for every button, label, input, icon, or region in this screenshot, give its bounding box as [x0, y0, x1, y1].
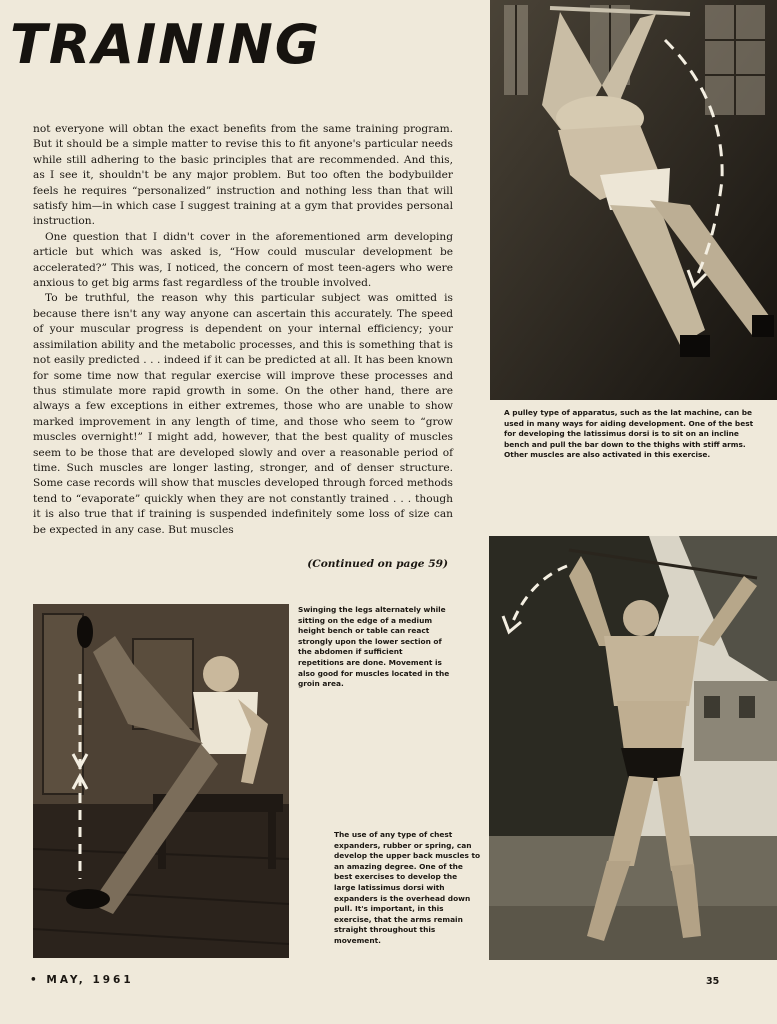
continued-note: (Continued on page 59) [307, 558, 448, 570]
chest-expander-photo [489, 536, 777, 960]
lat-machine-illustration [490, 0, 777, 400]
leg-swing-caption: Swinging the legs alternately while sitting on the edge of a medium height bench or table can react strongly upon the lower section of the abdomen if sufficient repetitions are done. Movement is also good for muscles located in the groin area. [298, 605, 450, 689]
article-paragraph: One question that I didn't cover in the aforementioned arm developing article but which was asked is, “How could muscular development be accelerated?” This was, I noticed, the concern of most teen-agers who were anxious to get big arms fast regardless of the trouble involved. [33, 230, 453, 290]
lat-machine-caption: A pulley type of apparatus, such as the lat machine, can be used in many ways for aiding development. One of the best for developing the latissimus dorsi is to sit on an incline bench and pull the bar down to the thighs with stiff arms. Other muscles are also activated in this exercise. [504, 408, 754, 460]
article-paragraph: To be truthful, the reason why this particular subject was omitted is because there isn't any way anyone can ascertain this accurately. The speed of your muscular progress is dependent on your internal efficiency; your assimilation ability and the metabolic processes, and this is something that is not easily predicted . . . indeed if it can be predicted at all. It has been known for some time now that regular exercise will improve these processes and thus stimulate more rapid growth in some. On the other hand, there are always a few exceptions in either extremes, those who are unable to show marked improvement in any length of time, and those who seem to “grow muscles overnight!” I might add, however, that the best quality of muscles seem to be those that are developed slowly and over a reasonable period of time. Such muscles are longer lasting, stronger, and of denser structure. Some case records will show that muscles developed through forced methods tend to “evaporate” quickly when they are not constantly trained . . . though it is also true that if training is suspended indefinitely some loss of size can be expected in any case. But muscles [33, 292, 453, 536]
chest-expander-caption: The use of any type of chest expanders, rubber or spring, can develop the upper back muscles to an amazing degree. One of the best exercises to develop the large latissimus dorsi with expanders is the overhead down pull. It's important, in this exercise, that the arms remain straight throughout this movement. [334, 830, 481, 945]
article-paragraph: not everyone will obtan the exact benefits from the same training program. But it should be a simple matter to revise this to fit anyone's particular needs while still adhering to the basic principles that are recommended. And this, as I see it, shouldn't be any major problem. But too often the bodybuilder feels he requires “personalized” instruction and nothing less than that will satisfy him—in which case I suggest training at a gym that provides personal instruction. [33, 123, 453, 228]
lat-machine-photo [490, 0, 777, 400]
page-headline: TRAINING [10, 13, 322, 76]
leg-swing-photo [33, 604, 289, 958]
page-number: 35 [706, 976, 720, 987]
issue-date: • MAY, 1961 [30, 974, 134, 986]
leg-swing-illustration [33, 604, 289, 958]
article-body [33, 122, 453, 538]
chest-expander-illustration [489, 536, 777, 960]
